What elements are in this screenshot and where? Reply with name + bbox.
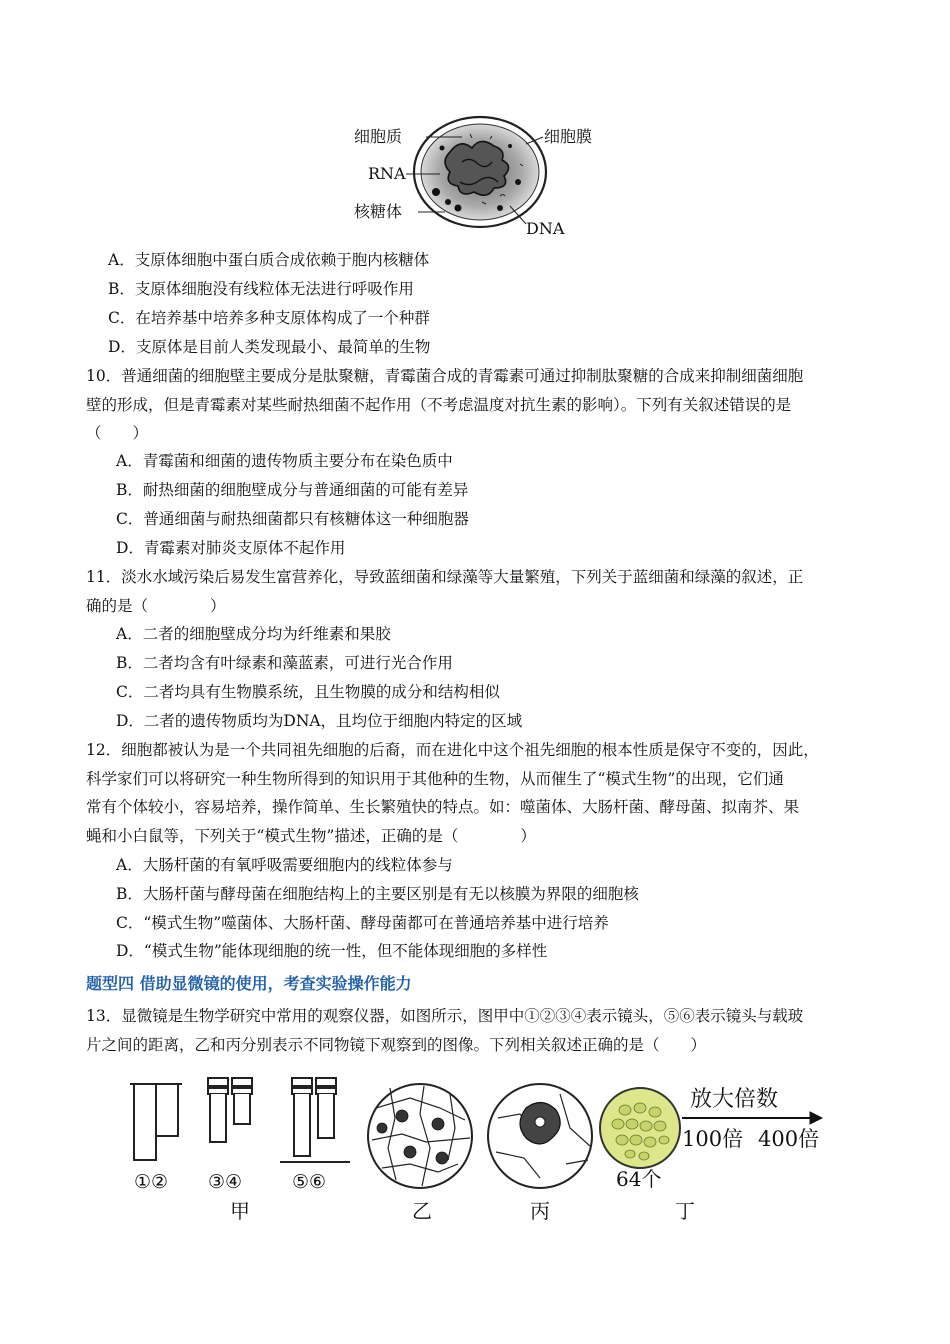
label-ribosome: 核糖体 xyxy=(354,202,403,221)
q9-option-d: D．支原体是目前人类发现最小、最简单的生物 xyxy=(108,338,431,356)
label-magnification: 放大倍数 xyxy=(690,1087,779,1112)
q12-stem-line3: 常有个体较小，容易培养，操作简单、生长繁殖快的特点。如：噬菌体、大肠杆菌、酵母菌、拟南芥、果 xyxy=(86,798,800,816)
q9-option-c: C．在培养基中培养多种支原体构成了一个种群 xyxy=(108,309,430,327)
objective-lenses-34 xyxy=(208,1078,252,1142)
label-lens34: ③④ xyxy=(208,1171,243,1193)
q11-option-b: B．二者均含有叶绿素和藻蓝素，可进行光合作用 xyxy=(116,654,453,672)
section-heading: 题型四 借助显微镜的使用，考查实验操作能力 xyxy=(86,974,412,993)
q11-stem-line2: 确的是（ ） xyxy=(86,597,226,615)
objective-lenses-56 xyxy=(280,1078,350,1162)
label-ding: 丁 xyxy=(675,1199,695,1223)
label-64: 64个 xyxy=(616,1167,662,1191)
q10-stem-line1: 10．普通细菌的细胞壁主要成分是肽聚糖，青霉菌合成的青霉素可通过抑制肽聚糖的合成来抑制细菌细胞 xyxy=(86,367,804,385)
label-400x: 400倍 xyxy=(758,1127,820,1151)
microscope-figure xyxy=(120,1068,830,1228)
q12-stem-line2: 科学家们可以将研究一种生物所得到的知识用于其他种的生物，从而催生了“模式生物”的出现，它们通 xyxy=(86,770,784,788)
label-dist56: ⑤⑥ xyxy=(292,1171,327,1193)
label-yi: 乙 xyxy=(412,1199,432,1223)
q13-stem-line1: 13．显微镜是生物学研究中常用的观察仪器，如图所示，图甲中①②③④表示镜头，⑤⑥表示镜头与载玻 xyxy=(86,1007,804,1025)
q12-option-c: C．“模式生物”噬菌体、大肠杆菌、酵母菌都可在普通培养基中进行培养 xyxy=(116,914,609,932)
q10-option-c: C．普通细菌与耐热细菌都只有核糖体这一种细胞器 xyxy=(116,510,469,528)
label-membrane: 细胞膜 xyxy=(544,127,593,146)
q10-stem-line3: （ ） xyxy=(86,424,149,442)
q11-option-c: C．二者均具有生物膜系统，且生物膜的成分和结构相似 xyxy=(116,683,500,701)
q12-stem-line1: 12．细胞都被认为是一个共同祖先细胞的后裔，而在进化中这个祖先细胞的根本性质是保守不变的，因此， xyxy=(86,741,819,759)
label-jia: 甲 xyxy=(230,1199,250,1223)
eyepiece-lenses xyxy=(130,1084,182,1160)
magnification-arrow xyxy=(682,1112,822,1124)
label-bing: 丙 xyxy=(530,1199,550,1223)
q12-stem-line4: 蝇和小白鼠等，下列关于“模式生物”描述，正确的是（ ） xyxy=(86,827,536,845)
mycoplasma-diagram xyxy=(350,112,610,240)
q11-option-d: D．二者的遗传物质均为DNA，且均位于细胞内特定的区域 xyxy=(116,712,523,730)
label-lens12: ①② xyxy=(134,1171,169,1193)
q11-option-a: A．二者的细胞壁成分均为纤维素和果胶 xyxy=(116,625,391,643)
label-dna: DNA xyxy=(526,219,565,238)
q10-option-a: A．青霉菌和细菌的遗传物质主要分布在染色质中 xyxy=(116,452,453,470)
label-rna: RNA xyxy=(368,164,406,183)
q11-stem-line1: 11．淡水水域污染后易发生富营养化，导致蓝细菌和绿藻等大量繁殖，下列关于蓝细菌和绿藻的叙述，正 xyxy=(86,568,804,586)
q9-option-a: A．支原体细胞中蛋白质合成依赖于胞内核糖体 xyxy=(108,251,430,269)
view-yi xyxy=(368,1084,472,1188)
q13-stem-line2: 片之间的距离，乙和丙分别表示不同物镜下观察到的图像。下列相关叙述正确的是（ ） xyxy=(86,1036,707,1054)
q10-option-b: B．耐热细菌的细胞壁成分与普通细菌的可能有差异 xyxy=(116,481,469,499)
label-100x: 100倍 xyxy=(682,1127,744,1151)
q12-option-a: A．大肠杆菌的有氧呼吸需要细胞内的线粒体参与 xyxy=(116,856,453,874)
q12-option-d: D．“模式生物”能体现细胞的统一性，但不能体现细胞的多样性 xyxy=(116,942,548,960)
view-bing xyxy=(488,1084,592,1188)
q10-option-d: D．青霉素对肺炎支原体不起作用 xyxy=(116,539,346,557)
label-cytoplasm: 细胞质 xyxy=(354,127,403,146)
q9-option-b: B．支原体细胞没有线粒体无法进行呼吸作用 xyxy=(108,280,414,298)
view-ding xyxy=(600,1088,680,1168)
q12-option-b: B．大肠杆菌与酵母菌在细胞结构上的主要区别是有无以核膜为界限的细胞核 xyxy=(116,885,639,903)
q10-stem-line2: 壁的形成，但是青霉素对某些耐热细菌不起作用（不考虑温度对抗生素的影响）。下列有关叙述错误的是 xyxy=(86,396,792,414)
